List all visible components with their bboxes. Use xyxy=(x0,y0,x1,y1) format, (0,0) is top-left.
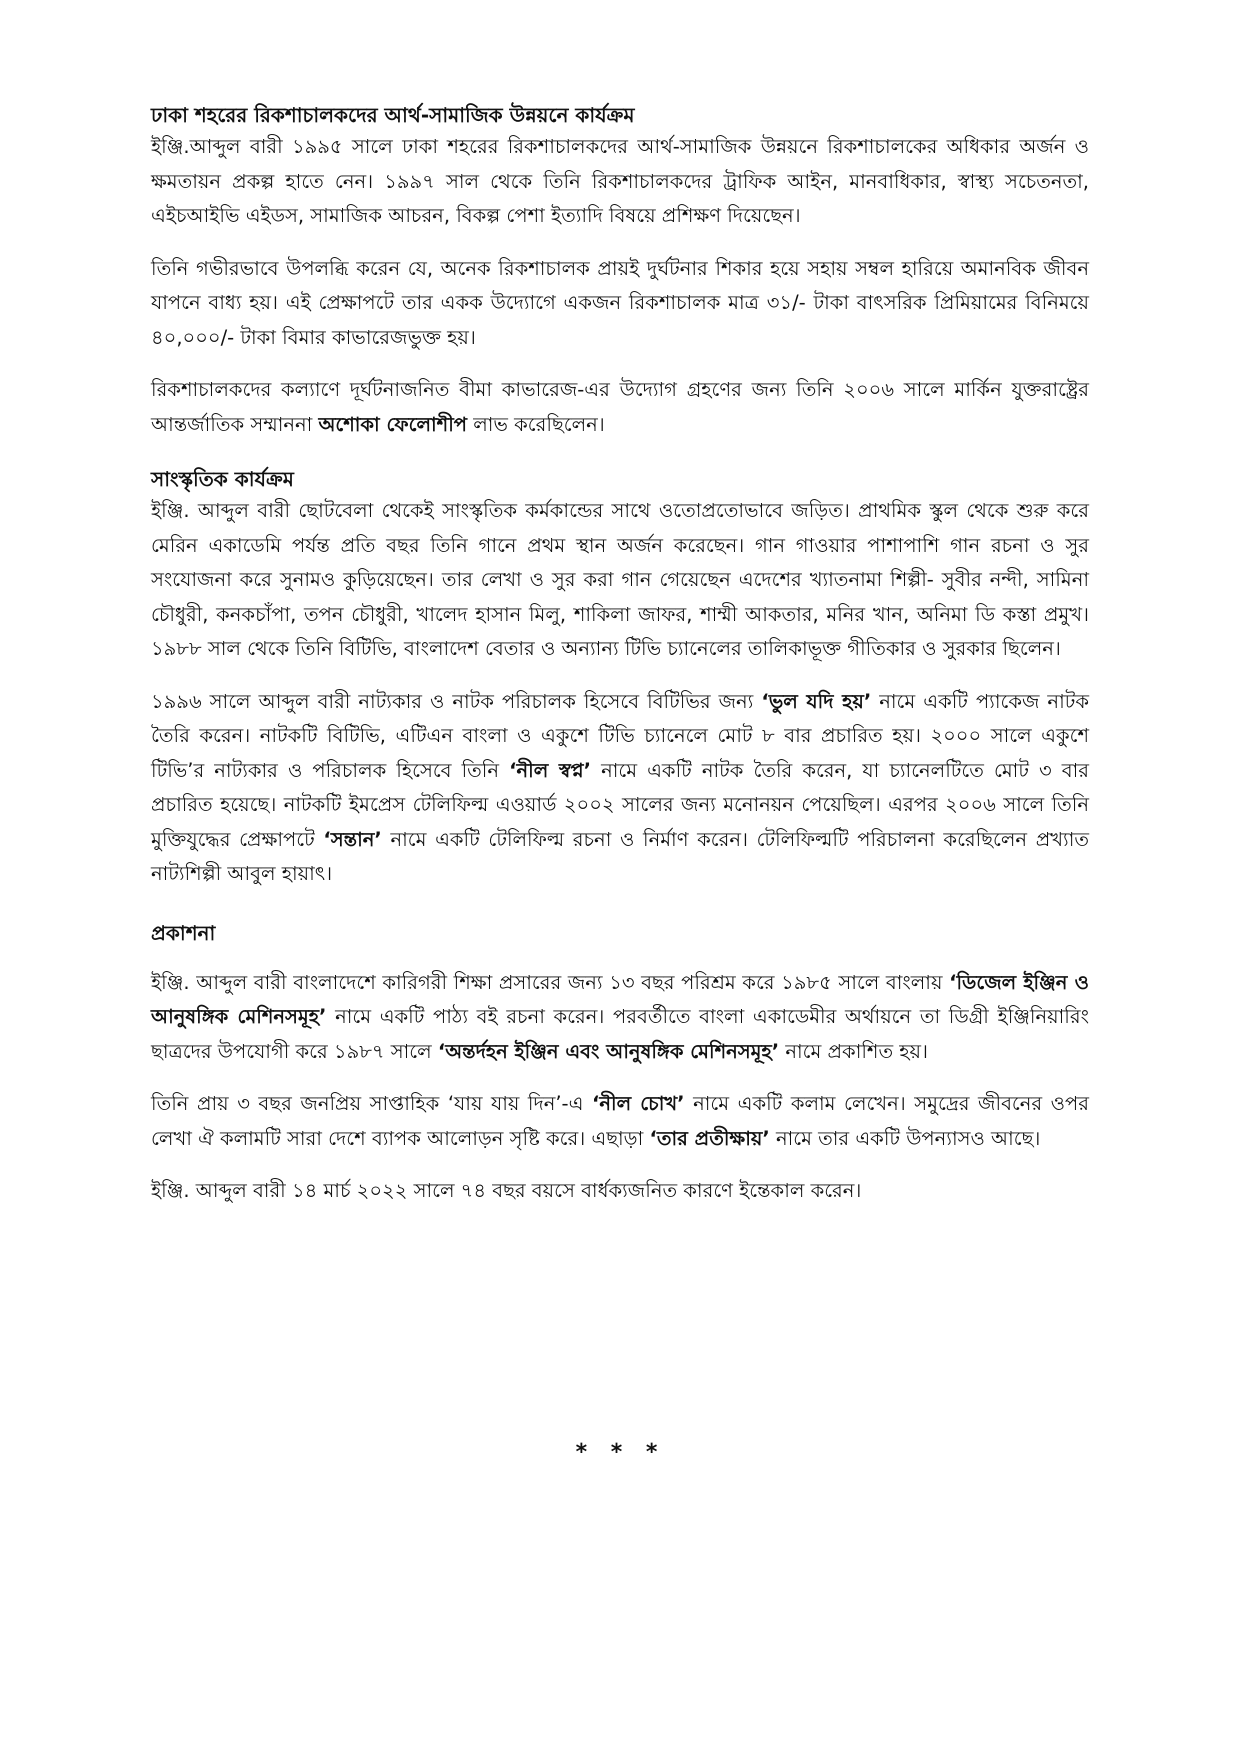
bold-title-nil-swapno: ‘নীল স্বপ্ন’ xyxy=(509,758,592,782)
paragraph-publications-1 xyxy=(151,966,1089,1070)
paragraph-publications-2 xyxy=(151,1087,1089,1156)
bold-title-nil-chokh: ‘নীল চোখ’ xyxy=(591,1092,685,1115)
section-heading-publications: প্রকাশনা xyxy=(151,920,216,945)
text-run: ১৯৯৬ সালে আব্দুল বারী নাট্যকার ও নাটক পরিচালক হিসেবে বিটিভির জন্য xyxy=(151,689,762,713)
paragraph-rickshaw-3 xyxy=(151,373,1089,442)
text-run: নামে একটি নাটক তৈরি করেন, যা চ্যানেলটিতে মোট ৩ বার প্রচারিত হয়েছে। নাটকটি ইমপ্রেস টেলিফিল্ম এওয়ার্ড ২০০২ সালের জন্য মনোনয়ন পেয়েছিল। এরপর ২০০৬ সালে তিনি মুক্তিযুদ্ধের প্রেক্ষাপটে xyxy=(151,758,1089,851)
bold-term-ashoka: অশোকা ফেলোশীপ xyxy=(318,412,468,436)
text-run: লাভ করেছিলেন। xyxy=(467,412,605,436)
text-run: নামে প্রকাশিত হয়। xyxy=(779,1039,928,1063)
text-run: নামে একটি টেলিফিল্ম রচনা ও নির্মাণ করেন। টেলিফিল্মটি পরিচালনা করেছিলেন প্রখ্যাত নাট্যশিল্পী আবুল হায়াৎ। xyxy=(151,827,1089,885)
text-run: নামে একটি পাঠ্য বই রচনা করেন। পরবর্তীতে বাংলা একাডেমীর অর্থায়নে তা ডিগ্রী ইঞ্জিনিয়ারিং ছাত্রদের উপযোগী করে ১৯৮৭ সালে xyxy=(151,1005,1089,1063)
section-heading-cultural: সাংস্কৃতিক কার্যক্রম xyxy=(151,467,294,491)
end-marker: * * * xyxy=(575,1440,666,1465)
paragraph-rickshaw-1: ইঞ্জি.আব্দুল বারী ১৯৯৫ সালে ঢাকা শহরের রিকশাচালকদের আর্থ-সামাজিক উন্নয়নে রিকশাচালকের অধিকার অর্জন ও ক্ষমতায়ন প্রকল্প হাতে নেন। ১৯৯৭ সাল থেকে তিনি রিকশাচালকদের ট্রাফিক আইন, মানবাধিকার, স্বাস্থ্য সচেতনতা, এইচআইভি এইডস, সামাজিক আচরন, বিকল্প পেশা ইত্যাদি বিষয়ে প্রশিক্ষণ দিয়েছেন। xyxy=(151,135,1089,227)
paragraph-rickshaw-2: তিনি গভীরভাবে উপলব্ধি করেন যে, অনেক রিকশাচালক প্রায়ই দুর্ঘটনার শিকার হয়ে সহায় সম্বল হারিয়ে অমানবিক জীবন যাপনে বাধ্য হয়। এই প্রেক্ষাপটে তার একক উদ্যোগে একজন রিকশাচালক মাত্র ৩১/- টাকা বাৎসরিক প্রিমিয়ামের বিনিময়ে ৪০,০০০/- টাকা বিমার কাভারেজভুক্ত হয়। xyxy=(151,256,1089,349)
paragraph-cultural-2 xyxy=(151,685,1089,892)
paragraph-publications-3: ইঞ্জি. আব্দুল বারী ১৪ মার্চ ২০২২ সালে ৭৪ বছর বয়সে বার্ধক্যজনিত কারণে ইন্তেকাল করেন। xyxy=(151,1179,862,1202)
text-run: নামে একটি কলাম লেখেন। সমুদ্রের জীবনের ওপর লেখা ঐ কলামটি সারা দেশে ব্যাপক আলোড়ন সৃষ্টি করে। এছাড়া xyxy=(151,1092,1089,1150)
text-run: নামে তার একটি উপন্যাসও আছে। xyxy=(769,1126,1041,1150)
bold-title-bhul-jodi-hoy: ‘ভুল যদি হয়’ xyxy=(761,689,872,713)
text-run: রিকশাচালকদের কল্যাণে দূর্ঘটনাজনিত বীমা কাভারেজ-এর উদ্যোগ গ্রহণের জন্য তিনি ২০০৬ সালে মার্কিন যুক্তরাষ্ট্রের আন্তর্জাতিক সম্মাননা xyxy=(151,378,1089,436)
bold-title-diesel-engine: ‘ডিজেল ইঞ্জিন ও আনুষঙ্গিক মেশিনসমূহ’ xyxy=(151,970,1089,1028)
text-run: তিনি প্রায় ৩ বছর জনপ্রিয় সাপ্তাহিক ‘যায় যায় দিন’-এ xyxy=(151,1092,592,1115)
bold-title-tar-protikkhay: ‘তার প্রতীক্ষায়’ xyxy=(649,1126,770,1150)
paragraph-cultural-1: ইঞ্জি. আব্দুল বারী ছোটবেলা থেকেই সাংস্কৃতিক কর্মকান্ডের সাথে ওতোপ্রতোভাবে জড়িত। প্রাথমিক স্কুল থেকে শুরু করে মেরিন একাডেমি পর্যন্ত প্রতি বছর তিনি গানে প্রথম স্থান অর্জন করেছেন। গান গাওয়ার পাশাপাশি গান রচনা ও সুর সংযোজনা করে সুনামও কুড়িয়েছেন। তার লেখা ও সুর করা গান গেয়েছেন এদেশের খ্যাতনামা শিল্পী- সুবীর নন্দী, সামিনা চৌধুরী, কনকচাঁপা, তপন চৌধুরী, খালেদ হাসান মিলু, শাকিলা জাফর, শাম্মী আকতার, মনির খান, অনিমা ডি কস্তা প্রমুখ। ১৯৮৮ সাল থেকে তিনি বিটিভি, বাংলাদেশ বেতার ও অন্যান্য টিভি চ্যানেলের তালিকাভূক্ত গীতিকার ও সুরকার ছিলেন। xyxy=(151,499,1089,660)
section-heading-rickshaw: ঢাকা শহরের রিকশাচালকদের আর্থ-সামাজিক উন্নয়নে কার্যক্রম xyxy=(151,103,635,127)
bold-title-internal-combustion: ‘অন্তর্দহন ইঞ্জিন এবং আনুষঙ্গিক মেশিনসমূহ’ xyxy=(437,1039,780,1063)
document-body xyxy=(151,100,1089,1209)
text-run: ইঞ্জি. আব্দুল বারী বাংলাদেশে কারিগরী শিক্ষা প্রসারের জন্য ১৩ বছর পরিশ্রম করে ১৯৮৫ সালে বাংলায় xyxy=(151,970,950,994)
text-run: নামে একটি প্যাকেজ নাটক তৈরি করেন। নাটকটি বিটিভি, এটিএন বাংলা ও একুশে টিভি চ্যানেলে মোট ৮ বার প্রচারিত হয়। ২০০০ সালে একুশে টিভি’র নাট্যকার ও পরিচালক হিসেবে তিনি xyxy=(151,689,1089,782)
bold-title-santan: ‘সন্তান’ xyxy=(323,827,382,851)
